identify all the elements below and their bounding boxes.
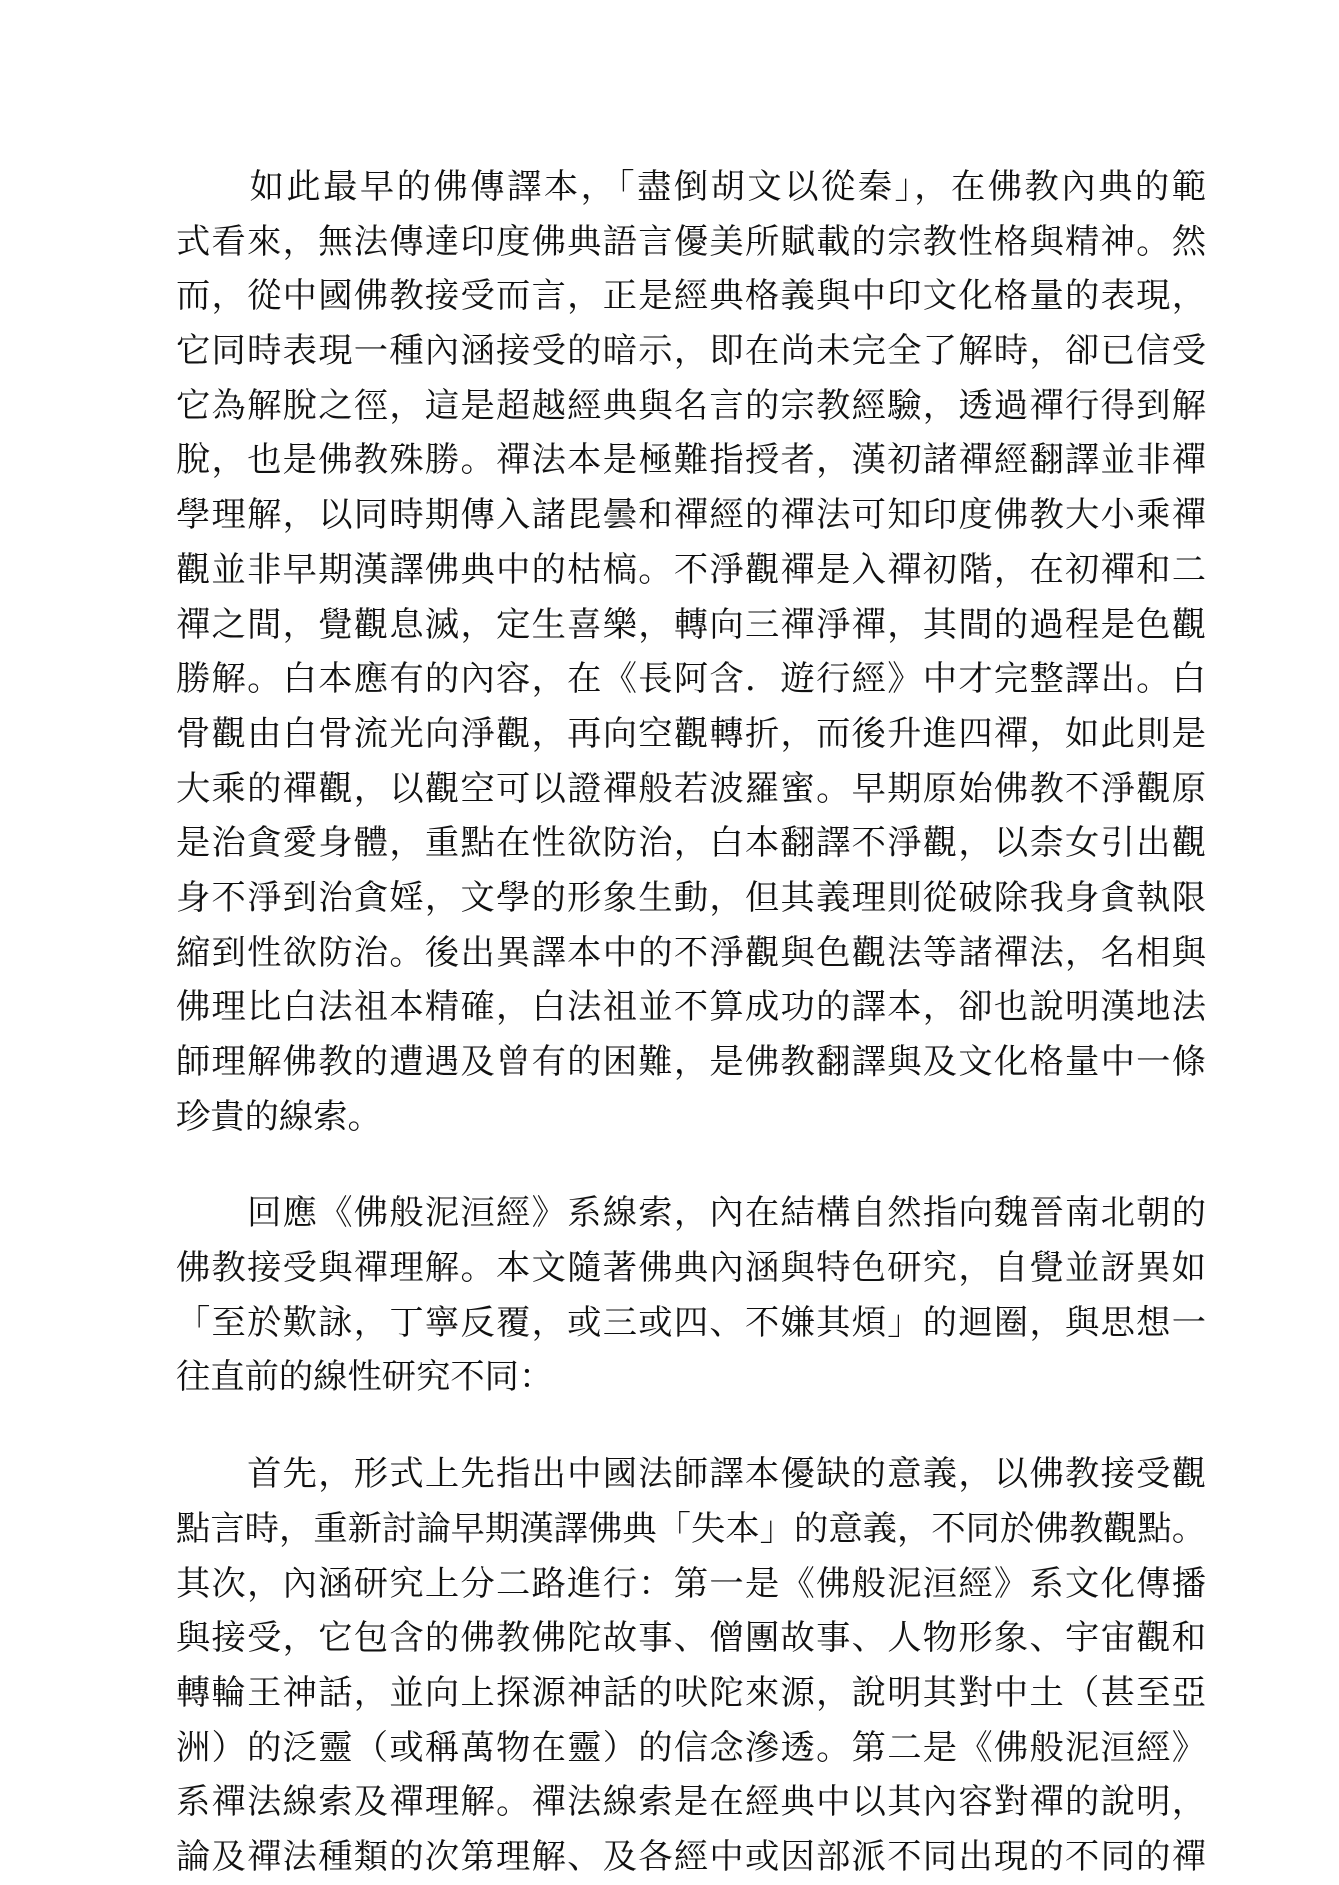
text-line: 系禪法線索及禪理解。禪法線索是在經典中以其內容對禪的說明， xyxy=(176,1782,1206,1823)
paragraph-3 xyxy=(176,1447,1206,1885)
text-line: 它為解脫之徑，這是超越經典與名言的宗教經驗，透過禪行得到解 xyxy=(176,385,1206,426)
text-line: 勝解。白本應有的內容，在《長阿含．遊行經》中才完整譯出。白 xyxy=(176,659,1206,700)
text-line: 是治貪愛身體，重點在性欲防治，白本翻譯不淨觀，以柰女引出觀 xyxy=(176,823,1206,864)
text-line: 式看來，無法傳達印度佛典語言優美所賦載的宗教性格與精神。然 xyxy=(176,221,1206,262)
text-line: 骨觀由白骨流光向淨觀，再向空觀轉折，而後升進四禪，如此則是 xyxy=(176,713,1206,754)
text-line: 師理解佛教的遭遇及曾有的困難，是佛教翻譯與及文化格量中一條 xyxy=(176,1042,1206,1082)
text-line: 「至於歎詠，丁寧反覆，或三或四、不嫌其煩」的迴圈，與思想一 xyxy=(176,1302,1206,1343)
paragraph-1 xyxy=(176,160,1206,1144)
text-line: 身不淨到治貪婬，文學的形象生動，但其義理則從破除我身貪執限 xyxy=(176,877,1206,918)
text-line: 學理解，以同時期傳入諸毘曇和禪經的禪法可知印度佛教大小乘禪 xyxy=(176,495,1206,536)
text-line: 往直前的線性研究不同： xyxy=(176,1357,554,1398)
text-line: 回應《佛般泥洹經》系線索，內在結構自然指向魏晉南北朝的 xyxy=(176,1193,1206,1234)
text-line: 禪之間，覺觀息滅，定生喜樂，轉向三禪淨禪，其間的過程是色觀 xyxy=(176,604,1206,645)
body-text xyxy=(176,160,1206,1885)
text-line: 其次，內涵研究上分二路進行：第一是《佛般泥洹經》系文化傳播 xyxy=(176,1563,1206,1604)
text-line: 縮到性欲防治。後出異譯本中的不淨觀與色觀法等諸禪法，名相與 xyxy=(176,932,1206,973)
text-line: 而，從中國佛教接受而言，正是經典格義與中印文化格量的表現， xyxy=(176,276,1206,317)
paragraph-spacing xyxy=(176,1405,1206,1447)
text-line: 與接受，它包含的佛教佛陀故事、僧團故事、人物形象、宇宙觀和 xyxy=(176,1618,1206,1659)
text-line: 佛理比白法祖本精確，白法祖並不算成功的譯本，卻也說明漢地法 xyxy=(176,987,1206,1028)
text-line: 洲）的泛靈（或稱萬物在靈）的信念滲透。第二是《佛般泥洹經》 xyxy=(176,1727,1206,1768)
text-line: 珍貴的線索。 xyxy=(176,1096,382,1137)
text-line: 首先，形式上先指出中國法師譯本優缺的意義，以佛教接受觀 xyxy=(176,1454,1206,1495)
text-line: 佛教接受與禪理解。本文隨著佛典內涵與特色研究，自覺並訝異如 xyxy=(176,1248,1206,1289)
text-line: 論及禪法種類的次第理解、及各經中或因部派不同出現的不同的禪 xyxy=(176,1836,1206,1877)
text-line: 它同時表現一種內涵接受的暗示，即在尚未完全了解時，卻已信受 xyxy=(176,331,1206,372)
text-line: 脫，也是佛教殊勝。禪法本是極難指授者，漢初諸禪經翻譯並非禪 xyxy=(176,440,1206,481)
paragraph-spacing xyxy=(176,1144,1206,1186)
text-line: 大乘的禪觀，以觀空可以證禪般若波羅蜜。早期原始佛教不淨觀原 xyxy=(176,768,1206,809)
text-line: 如此最早的佛傳譯本，「盡倒胡文以從秦」，在佛教內典的範 xyxy=(176,167,1206,207)
text-line: 轉輪王神話，並向上探源神話的吠陀來源，說明其對中土（甚至亞 xyxy=(176,1672,1206,1713)
text-line: 觀並非早期漢譯佛典中的枯槁。不淨觀禪是入禪初階，在初禪和二 xyxy=(176,549,1206,590)
text-line: 點言時，重新討論早期漢譯佛典「失本」的意義，不同於佛教觀點。 xyxy=(176,1508,1206,1549)
paragraph-2 xyxy=(176,1186,1206,1405)
